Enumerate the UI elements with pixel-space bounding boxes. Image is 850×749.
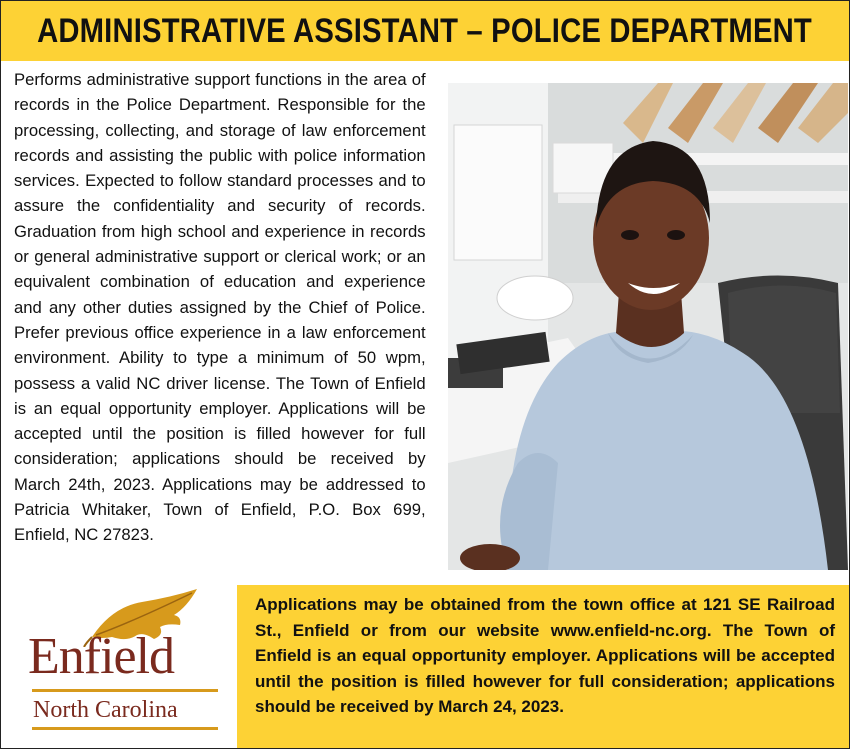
application-notice-box xyxy=(237,585,849,748)
logo-underline xyxy=(32,727,218,730)
application-notice-text: Applications may be obtained from the town office at 121 SE Railroad St., Enfield or from our website www.enfield-nc.org. The Town of Enfield is an equal opportunity employer. Applications will be accepted until the position is filled however for full consideration; applications should be received by March 24, 2023. xyxy=(255,595,835,716)
woman-at-desk-image xyxy=(448,83,848,570)
logo-divider xyxy=(32,689,218,692)
enfield-logo xyxy=(20,585,225,735)
page-title: ADMINISTRATIVE ASSISTANT – POLICE DEPARTMENT xyxy=(37,11,813,50)
header-banner xyxy=(1,1,849,61)
logo-state-name: North Carolina xyxy=(33,697,178,723)
logo-town-name: Enfield xyxy=(28,628,175,685)
job-description: Performs administrative support functions in the area of records in the Police Department. Responsible for the processing, collecting, and storage of law enforcement records and assisting the public with police information services. Expected to follow standard processes and to assure the confidentiality and security of records. Graduation from high school and experience in records or general administrative support or clerical work; or an equivalent combination of education and experience and any other duties assigned by the Chief of Police. Prefer previous office experience in a law enforcement environment. Ability to type a minimum of 50 wpm, possess a valid NC driver license. The Town of Enfield is an equal opportunity employer. Applications will be accepted until the position is filled however for full consideration; applications should be received by March 24th, 2023. Applications may be addressed to Patricia Whitaker, Town of Enfield, P.O. Box 699, Enfield, NC 27823. xyxy=(14,70,426,545)
office-photo xyxy=(448,83,848,570)
